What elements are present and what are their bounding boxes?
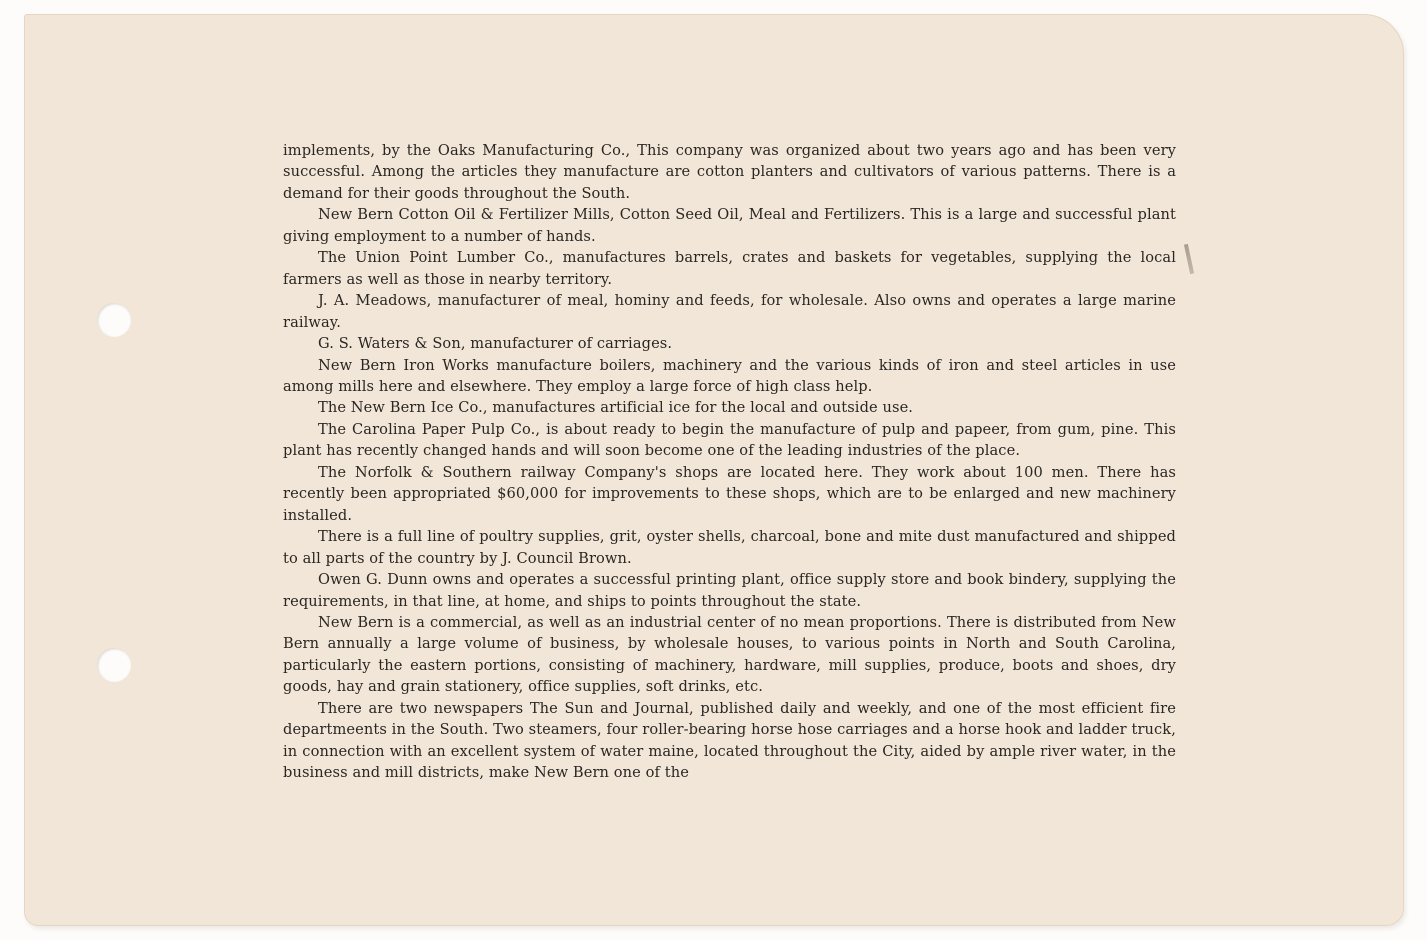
paragraph-iron-works: New Bern Iron Works manufacture boilers, machinery and the various kinds of iron and steel articles in use among mills here and elsewhere. They employ a large force of high class help. bbox=[283, 356, 1176, 395]
paragraph-meadows: J. A. Meadows, manufacturer of meal, hominy and feeds, for wholesale. Also owns and operates a large marine railway. bbox=[283, 292, 1176, 331]
paragraph-paper-pulp: The Carolina Paper Pulp Co., is about ready to begin the manufacture of pulp and papeer, from gum, pine. This plant has recently changed hands and will soon become one of the leading industries of the place. bbox=[283, 420, 1176, 460]
paragraph-union-point-lumber: The Union Point Lumber Co., manufactures barrels, crates and baskets for vegetables, supplying the local farmers as well as those in nearby territory. bbox=[283, 249, 1176, 288]
paragraph-cotton-oil-mills: New Bern Cotton Oil & Fertilizer Mills, Cotton Seed Oil, Meal and Fertilizers. This is a large and successful plant giving employment to a number of hands. bbox=[283, 206, 1176, 245]
document-text bbox=[283, 140, 1176, 784]
paragraph-newspapers-fire: There are two newspapers The Sun and Journal, published daily and weekly, and one of the most efficient fire departmeents in the South. Two steamers, four roller-bearing horse hose carriages and a horse hook and ladder truck, in connection with an excellent system of water maine, located throughout the City, aided by ample river water, in the business and mill districts, make New Bern one of the bbox=[283, 699, 1176, 782]
binder-hole-top bbox=[97, 303, 131, 337]
paragraph-ice-co: The New Bern Ice Co., manufactures artificial ice for the local and outside use. bbox=[318, 399, 914, 417]
paragraph-waters-son: G. S. Waters & Son, manufacturer of carriages. bbox=[318, 335, 673, 353]
binder-hole-bottom bbox=[97, 648, 131, 682]
paragraph-poultry-supplies: There is a full line of poultry supplies, grit, oyster shells, charcoal, bone and mite dust manufactured and shipped to all parts of the country by J. Council Brown. bbox=[283, 528, 1176, 567]
paragraph-printing-plant: Owen G. Dunn owns and operates a successful printing plant, office supply store and book bindery, supplying the requirements, in that line, at home, and ships to points throughout the state. bbox=[283, 571, 1176, 610]
paragraph-oaks-manufacturing: implements, by the Oaks Manufacturing Co., This company was organized about two years ago and has been very successful. Among the articles they manufacture are cotton planters and cultivators of various patterns. There is a demand for their goods throughout the South. bbox=[283, 142, 1176, 202]
paragraph-commercial-center: New Bern is a commercial, as well as an industrial center of no mean proportions. There is distributed from New Bern annually a large volume of business, by wholesale houses, to various points in North and South Carolina, particularly the eastern portions, consisting of machinery, hardware, mill supplies, produce, boots and shoes, dry goods, hay and grain stationery, office supplies, soft drinks, etc. bbox=[283, 613, 1176, 696]
paragraph-railway-shops: The Norfolk & Southern railway Company's shops are located here. They work about 100 men. There has recently been appropriated $60,000 for improvements to these shops, which are to be enlarged and new machinery installed. bbox=[283, 463, 1176, 524]
